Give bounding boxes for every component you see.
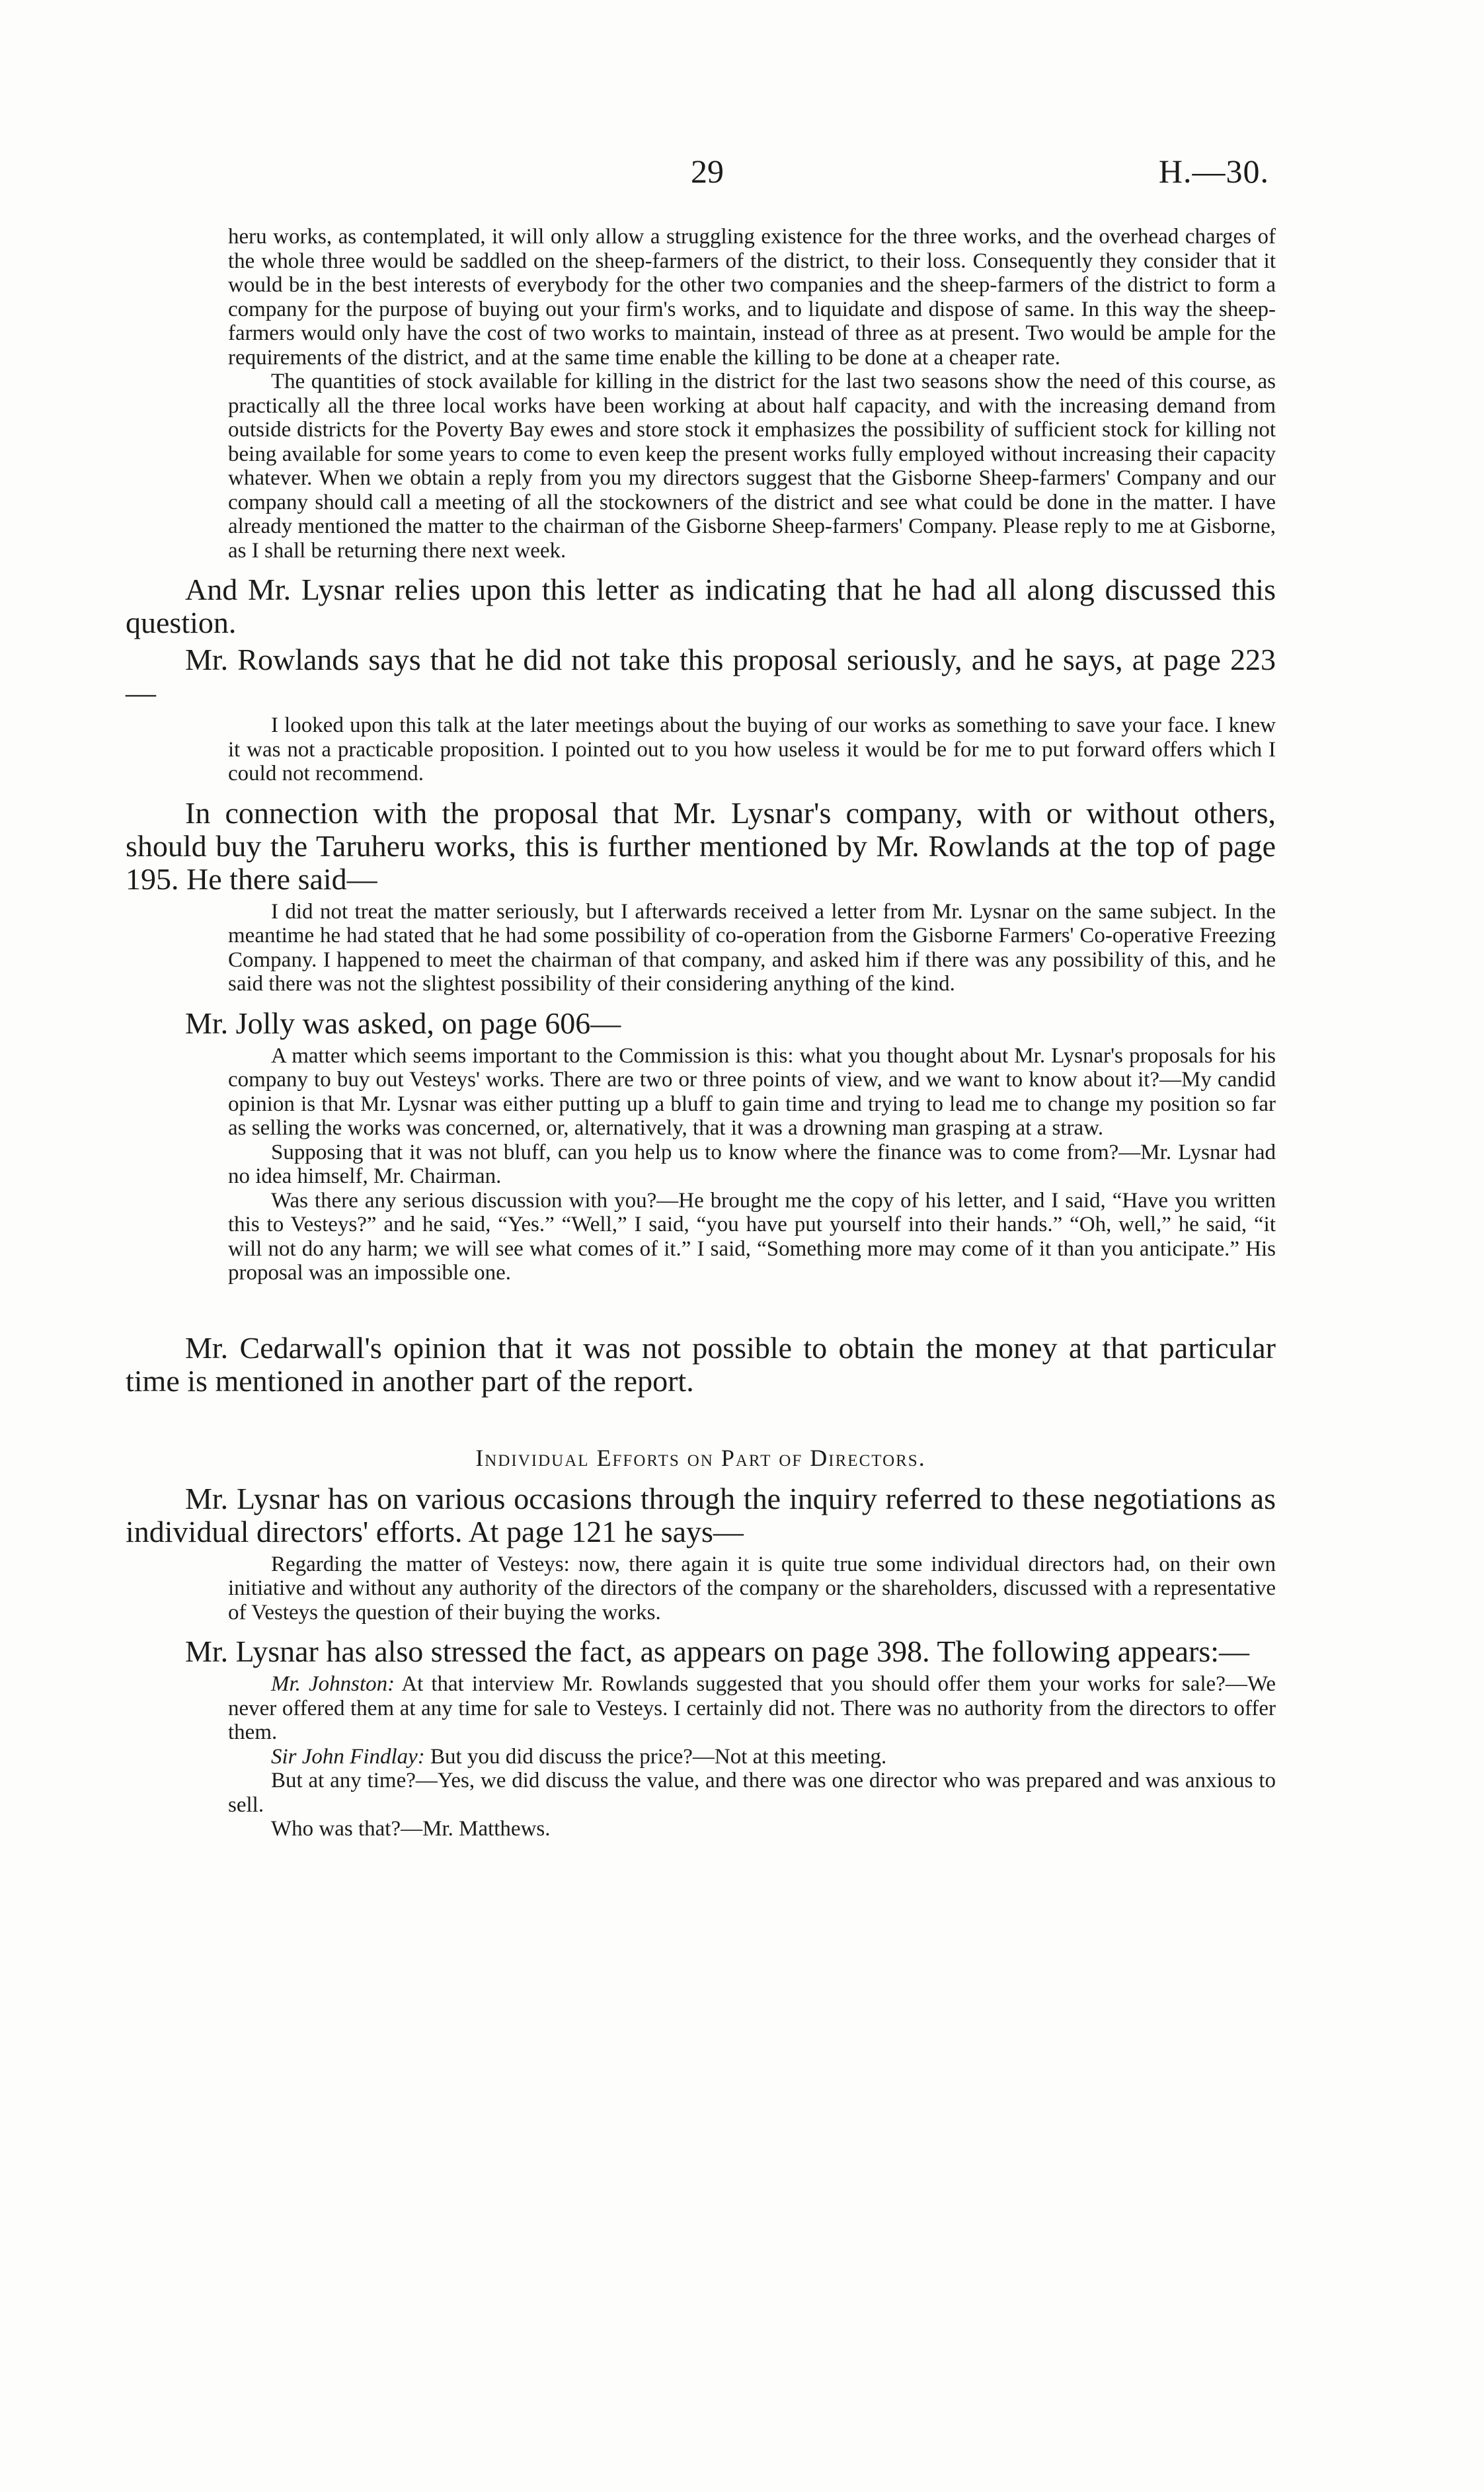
body-paragraph: Mr. Cedarwall's opinion that it was not possible to obtain the money at that particular time is mentioned in another part of the report. xyxy=(126,1330,1276,1398)
quote-paragraph: Who was that?—Mr. Matthews. xyxy=(271,1817,551,1841)
quote-paragraph: The quantities of stock available for killing in the district for the last two seasons show the need of this course, as practically all the three local works have been working at about half capacity, and with the increasing demand from outside districts for the Poverty Bay ewes and store stock it emphasizes the possibility of sufficient stock for killing not being available for some years to come to even keep the present works fully employed without increasing their capacity whatever. When we obtain a reply from you my directors suggest that the Gisborne Sheep-farmers' Company and our company should call a meeting of all the stockowners of the district and see what could be done in the matter. I have already mentioned the matter to the chairman of the Gisborne Sheep-farmers' Company. Please reply to me at Gisborne, as I shall be returning there next week. xyxy=(228,370,1276,563)
quote-text: But you did discuss the price?—Not at this meeting. xyxy=(424,1744,887,1769)
body-paragraph: Mr. Rowlands says that he did not take this proposal seriously, and he says, at page 223— xyxy=(126,643,1276,709)
body-paragraph: Mr. Jolly was asked, on page 606— xyxy=(185,1006,621,1040)
rowlands-quote-2 xyxy=(228,900,1276,996)
jolly-quote xyxy=(228,1044,1276,1285)
body-paragraph: Mr. Lysnar has also stressed the fact, as appears on page 398. The following appears:— xyxy=(185,1634,1249,1668)
quote-text: At that interview Mr. Rowlands suggested that you should offer them your works for sale?—We never offered them at any time for sale to Vesteys. I certainly did not. There was no authority from the directors to offer them. xyxy=(228,1672,1276,1744)
page-body xyxy=(126,225,1276,1841)
quote-paragraph: Was there any serious discussion with you?—He brought me the copy of his letter, and I said, “Have you written this to Vesteys?” and he said, “Yes.” “Well,” I said, “you have put yourself into their hands.” “Oh, well,” he said, “it will not do any harm; we will see what comes of it.” I said, “Something more may come of it than you anticipate.” His proposal was an impossible one. xyxy=(228,1188,1276,1285)
rowlands-quote xyxy=(228,713,1276,786)
quote-paragraph: Regarding the matter of Vesteys: now, there again it is quite true some individual directors had, on their own initiative and without any authority of the directors of the company or the shareholders, discussed with a representative of Vesteys the question of their buying the works. xyxy=(228,1552,1276,1625)
quote-paragraph: I looked upon this talk at the later meetings about the buying of our works as something to save your face. I knew it was not a practicable proposition. I pointed out to you how useless it would be for me to put forward offers which I could not recommend. xyxy=(228,713,1276,785)
speaker-name: Sir John Findlay: xyxy=(271,1744,425,1769)
speaker-name: Mr. Johnston: xyxy=(271,1672,395,1696)
quote-paragraph: heru works, as contemplated, it will only allow a struggling existence for the three works, and the overhead charges of the whole three would be saddled on the sheep-farmers of the district, to their loss. Consequently they consider that it would be in the best interests of everybody for the other two companies and the sheep-farmers of the district to form a company for the purpose of buying out your firm's works, and to liquidate and dispose of same. In this way the sheep-farmers would only have the cost of two works to maintain, instead of three as at present. Two would be ample for the requirements of the district, and at the same time enable the killing to be done at a cheaper rate. xyxy=(228,225,1276,370)
document-code: H.—30. xyxy=(1158,153,1269,190)
body-paragraph: And Mr. Lysnar relies upon this letter as indicating that he had all along discussed this question. xyxy=(126,573,1276,639)
body-paragraph: Mr. Lysnar has on various occasions through the inquiry referred to these negotiations as individual directors' efforts. At page 121 he says— xyxy=(126,1481,1276,1548)
page-number: 29 xyxy=(691,153,724,190)
quote-paragraph: But at any time?—Yes, we did discuss the value, and there was one director who was prepared and was anxious to sell. xyxy=(228,1769,1276,1817)
quote-paragraph: Supposing that it was not bluff, can you help us to know where the finance was to come from?—Mr. Lysnar had no idea himself, Mr. Chairman. xyxy=(228,1140,1276,1188)
section-heading: Individual Efforts on Part of Directors. xyxy=(475,1444,926,1471)
letter-quote xyxy=(228,225,1276,563)
lysnar-quote xyxy=(228,1552,1276,1625)
examination-quote xyxy=(228,1672,1276,1841)
quote-paragraph xyxy=(228,1745,1276,1769)
quote-paragraph: I did not treat the matter seriously, but I afterwards received a letter from Mr. Lysnar on the same subject. In the meantime he had stated that he had some possibility of co-operation from the Gisborne Farmers' Co-operative Freezing Company. I happened to meet the chairman of that company, and asked him if there was any possibility of this, and he said there was not the slightest possibility of their considering anything of the kind. xyxy=(228,899,1276,996)
quote-paragraph: A matter which seems important to the Commission is this: what you thought about Mr. Lysnar's proposals for his company to buy out Vesteys' works. There are two or three points of view, and we want to know about it?—My candid opinion is that Mr. Lysnar was either putting up a bluff to gain time and trying to lead me to change my position so far as selling the works was concerned, or, alternatively, that it was a drowning man grasping at a straw. xyxy=(228,1043,1276,1140)
quote-paragraph xyxy=(228,1672,1276,1745)
body-paragraph: In connection with the proposal that Mr. Lysnar's company, with or without others, should buy the Taruheru works, this is further mentioned by Mr. Rowlands at the top of page 195. He there said— xyxy=(126,795,1276,896)
